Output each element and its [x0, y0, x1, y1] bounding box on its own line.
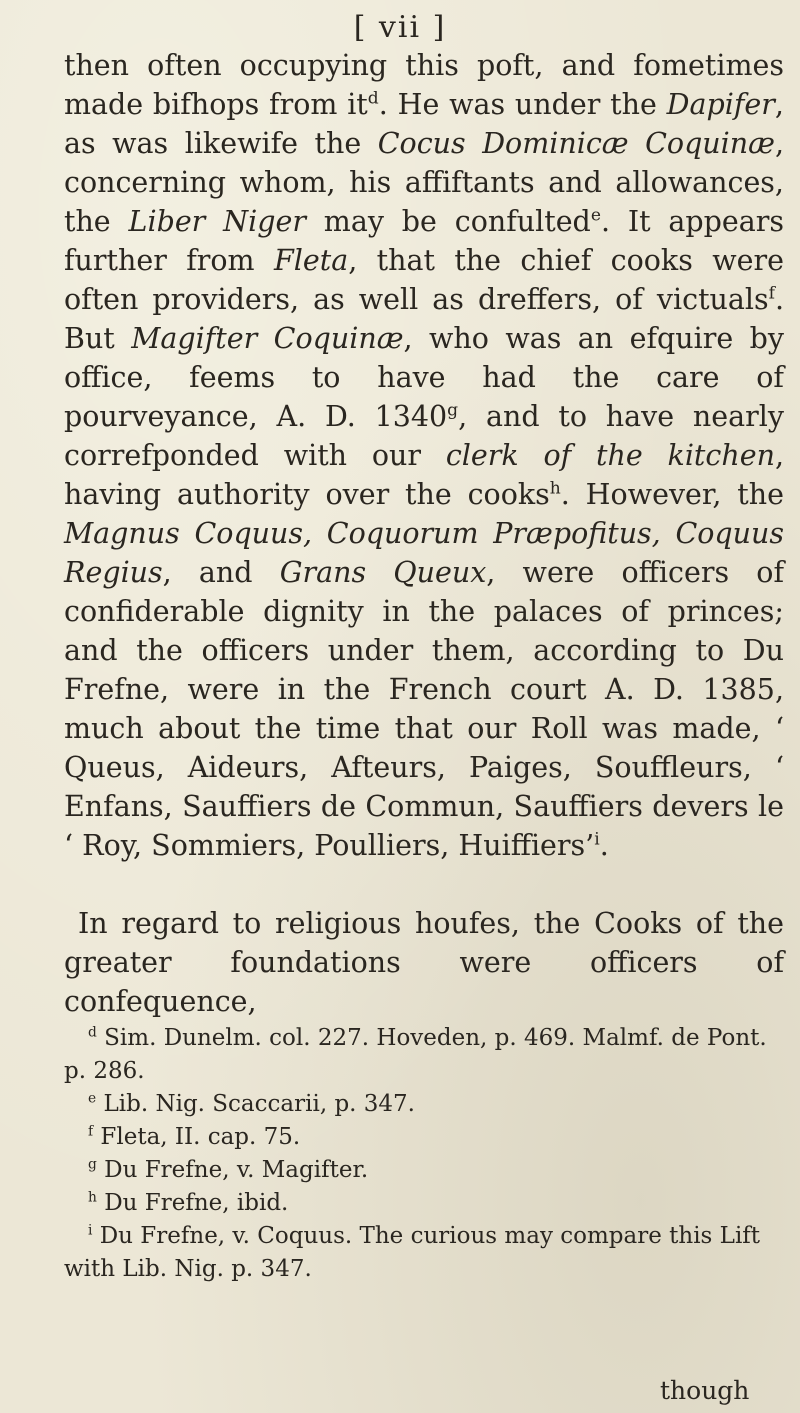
- text-run: , concerning whom, his affiftants and allowances, the: [64, 127, 784, 238]
- italic-run: Cocus Dominicæ Coquinæ: [377, 127, 775, 160]
- footnote-ref: d: [367, 88, 379, 109]
- italic-run: Dapifer: [666, 88, 775, 121]
- footnote-mark: e: [88, 1090, 97, 1107]
- italic-run: Magnus Coquus, Coquorum Præpofitus, Coquus Regius: [64, 517, 784, 589]
- footnote-text: Fleta, II. cap. 75.: [93, 1124, 301, 1150]
- footnote: [64, 1154, 780, 1187]
- text-run: . However, the: [560, 478, 784, 511]
- footnote-text: Lib. Nig. Scaccarii, p. 347.: [96, 1091, 415, 1117]
- text-run: . It appears further from: [64, 205, 785, 277]
- text-run: , that the chief cooks were often providers, as well as dreffers, of victuals: [64, 244, 784, 316]
- footnote-mark: f: [88, 1123, 94, 1140]
- italic-run: Fleta: [274, 244, 349, 277]
- footnote: [64, 1187, 780, 1220]
- text-run: . But: [64, 283, 784, 355]
- footnote-text: Du Frefne, v. Magifter.: [96, 1157, 369, 1183]
- text-run: then often occupying this poft, and fometimes made bifhops from it: [64, 49, 784, 121]
- footnote-ref: i: [594, 829, 600, 850]
- text-run: , as was likewife the: [64, 88, 784, 160]
- footnote: [64, 1022, 780, 1088]
- footnote: [64, 1088, 780, 1121]
- text-run: may be confulted: [305, 205, 591, 238]
- footnote-text: Sim. Dunelm. col. 227. Hoveden, p. 469. Malmf. de Pont. p. 286.: [64, 1025, 767, 1084]
- paragraph-2: In regard to religious houfes, the Cooks of the greater foundations were officers of confequence,: [64, 907, 784, 1018]
- footnote-ref: f: [768, 283, 775, 304]
- footnote-mark: h: [88, 1189, 97, 1206]
- footnote-ref: e: [590, 205, 601, 226]
- footnote-ref: h: [549, 478, 561, 499]
- page-number-header: [ vii ]: [353, 10, 447, 45]
- text-run: , and: [162, 556, 280, 589]
- main-text: [64, 46, 784, 1021]
- text-run: , were officers of confiderable dignity in the palaces of princes; and the officers under them, according to Du Frefne, were in the French court A. D. 1385, much about the time that our Roll was made, ‘ Queus, Aideurs, Afteurs, Paiges, Souffleurs, ‘ Enfans, Sauffiers de Commun, Sauffiers devers le ‘ Roy, Sommiers, Poulliers, Huiffiers’: [64, 556, 784, 862]
- footnote-ref: g: [447, 400, 459, 421]
- footnote-mark: g: [88, 1156, 97, 1173]
- paragraph-1: [64, 46, 784, 865]
- italic-run: Liber Niger: [128, 205, 306, 238]
- text-run: , having authority over the cooks: [64, 439, 784, 511]
- footnote-text: Du Frefne, v. Coquus. The curious may compare this Lift with Lib. Nig. p. 347.: [64, 1223, 761, 1282]
- text-run: . He was under the: [378, 88, 667, 121]
- text-run: , and to have nearly correfponded with our: [64, 400, 784, 472]
- italic-run: clerk of the kitchen: [445, 439, 775, 472]
- catchword: though: [660, 1376, 750, 1405]
- italic-run: Grans Queux: [279, 556, 487, 589]
- footnote: [64, 1220, 780, 1286]
- text-run: , who was an efquire by office, feems to have had the care of pourveyance, A. D. 1340: [64, 322, 785, 433]
- italic-run: Magifter Coquinæ: [131, 322, 404, 355]
- footnote: [64, 1121, 780, 1154]
- text-run: .: [599, 829, 609, 862]
- footnote-mark: i: [88, 1222, 93, 1239]
- footnote-text: Du Frefne, ibid.: [96, 1190, 289, 1216]
- footnotes: [64, 1022, 780, 1286]
- footnote-mark: d: [88, 1024, 97, 1041]
